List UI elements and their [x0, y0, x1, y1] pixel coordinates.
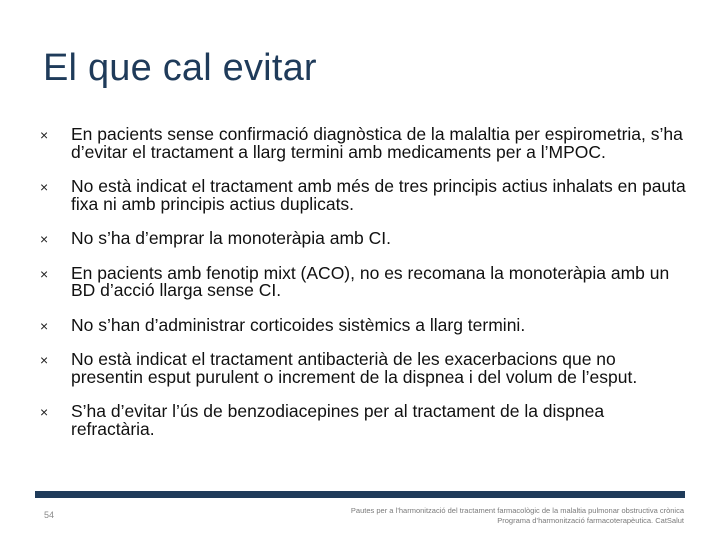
footer-caption [224, 506, 684, 526]
footer-line-2: Programa d’harmonització farmacoterapèutica. CatSalut [497, 516, 684, 525]
bullet-item [40, 178, 690, 213]
bullet-text: No s’ha d’emprar la monoteràpia amb CI. [71, 228, 392, 248]
bullet-text: En pacients sense confirmació diagnòstica de la malaltia per espirometria, s’ha d’evitar el tractament a llarg termini amb medicaments per a l’MPOC. [71, 124, 683, 162]
cross-icon: × [40, 127, 49, 143]
cross-icon: × [40, 404, 49, 420]
bullet-item [40, 262, 690, 300]
bullet-item [40, 230, 690, 248]
bullet-item [40, 126, 690, 161]
cross-icon: × [40, 179, 49, 195]
bullet-text: En pacients amb fenotip mixt (ACO), no es recomana la monoteràpia amb un BD d’acció llarga sense CI. [71, 262, 670, 300]
cross-icon: × [40, 317, 49, 334]
cross-icon: × [40, 265, 49, 282]
page-number: 54 [44, 510, 55, 520]
bullet-item [40, 351, 690, 386]
bullet-list [40, 126, 690, 455]
bullet-text: No està indicat el tractament amb més de tres principis actius inhalats en pauta fixa ni amb principis actius duplicats. [71, 176, 686, 214]
footer-divider [35, 491, 685, 498]
cross-icon: × [40, 352, 49, 368]
bullet-text: No està indicat el tractament antibacterià de les exacerbacions que no presentin esput purulent o increment de la dispnea i del volum de l’esput. [71, 349, 638, 387]
bullet-text: S’ha d’evitar l’ús de benzodiacepines per al tractament de la dispnea refractària. [71, 401, 605, 439]
footer-line-1: Pautes per a l’harmonització del tractament farmacològic de la malaltia pulmonar obstructiva crònica [350, 506, 684, 515]
bullet-item [40, 403, 690, 438]
bullet-text: No s’han d’administrar corticoides sistèmics a llarg termini. [71, 314, 526, 335]
cross-icon: × [40, 231, 49, 247]
slide-title: El que cal evitar [43, 47, 317, 89]
bullet-item [40, 314, 690, 335]
